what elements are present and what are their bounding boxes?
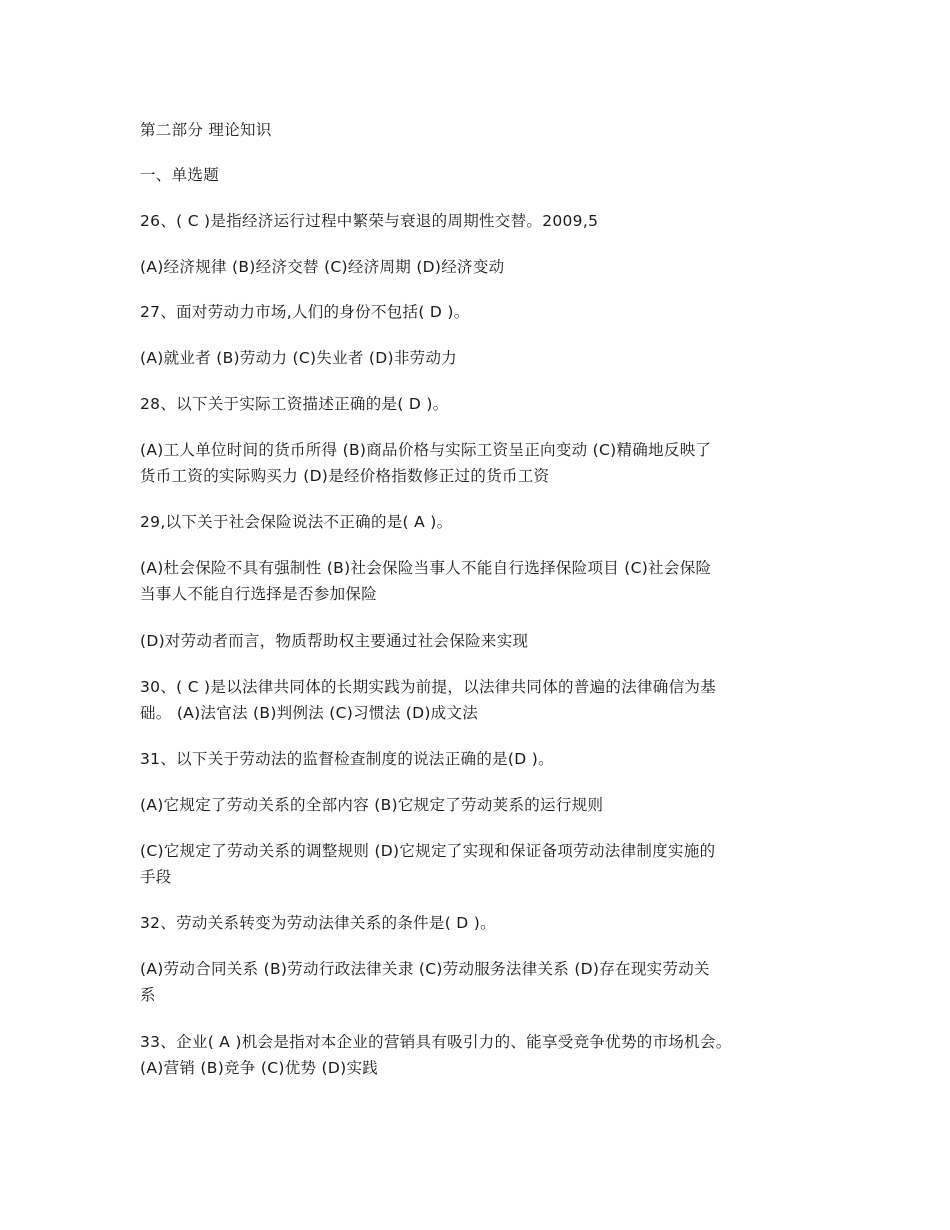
question-27: 27、面对劳动力市场,人们的身份不包括( D )。 <box>140 303 470 321</box>
options-29: (A)杜会保险不具有强制性 (B)社会保险当事人不能自行选择保险项目 (C)社会保险 当事人不能自行选择是否参加保险 <box>140 559 712 603</box>
options-31-ab: (A)它规定了劳动关系的全部内容 (B)它规定了劳动荚系的运行规则 <box>140 796 604 814</box>
options-31-cd: (C)它规定了劳动关系的调整规则 (D)它规定了实现和保证备项劳动法律制度实施的 手段 <box>140 842 716 886</box>
subsection-title: 一、单选题 <box>140 166 220 184</box>
question-33: 33、企业( A )机会是指对本企业的营销具有吸引力的、能享受竞争优势的市场机会。 (A)营销 (B)竞争 (C)优势 (D)实践 <box>140 1033 732 1077</box>
options-26: (A)经济规律 (B)经济交替 (C)经济周期 (D)经济变动 <box>140 258 505 276</box>
options-28: (A)工人单位时间的货币所得 (B)商品价格与实际工资呈正向变动 (C)精确地反映了 货币工资的实际购买力 (D)是经价格指数修正过的货币工资 <box>140 441 712 485</box>
question-32: 32、劳动关系转变为劳动法律关系的条件是( D )。 <box>140 914 496 932</box>
section-title: 第二部分 理论知识 <box>140 121 272 139</box>
question-29: 29,以下关于社会保险说法不正确的是( A )。 <box>140 513 453 531</box>
option-29-d: (D)对劳动者而言，物质帮助权主要通过社会保险来实现 <box>140 632 529 650</box>
question-30: 30、( C )是以法律共同体的长期实践为前提，以法律共同体的普遍的法律确信为基 础。 (A)法官法 (B)判例法 (C)习惯法 (D)成文法 <box>140 678 716 722</box>
options-27: (A)就业者 (B)劳动力 (C)失业者 (D)非劳动力 <box>140 349 458 367</box>
question-28: 28、以下关于实际工资描述正确的是( D )。 <box>140 395 449 413</box>
question-31: 31、以下关于劳动法的监督检查制度的说法正确的是(D )。 <box>140 750 554 768</box>
question-26: 26、( C )是指经济运行过程中繁荣与衰退的周期性交替。2009,5 <box>140 212 599 230</box>
options-32: (A)劳动合同关系 (B)劳动行政法律关隶 (C)劳动服务法律关系 (D)存在现实劳动关 系 <box>140 960 710 1004</box>
